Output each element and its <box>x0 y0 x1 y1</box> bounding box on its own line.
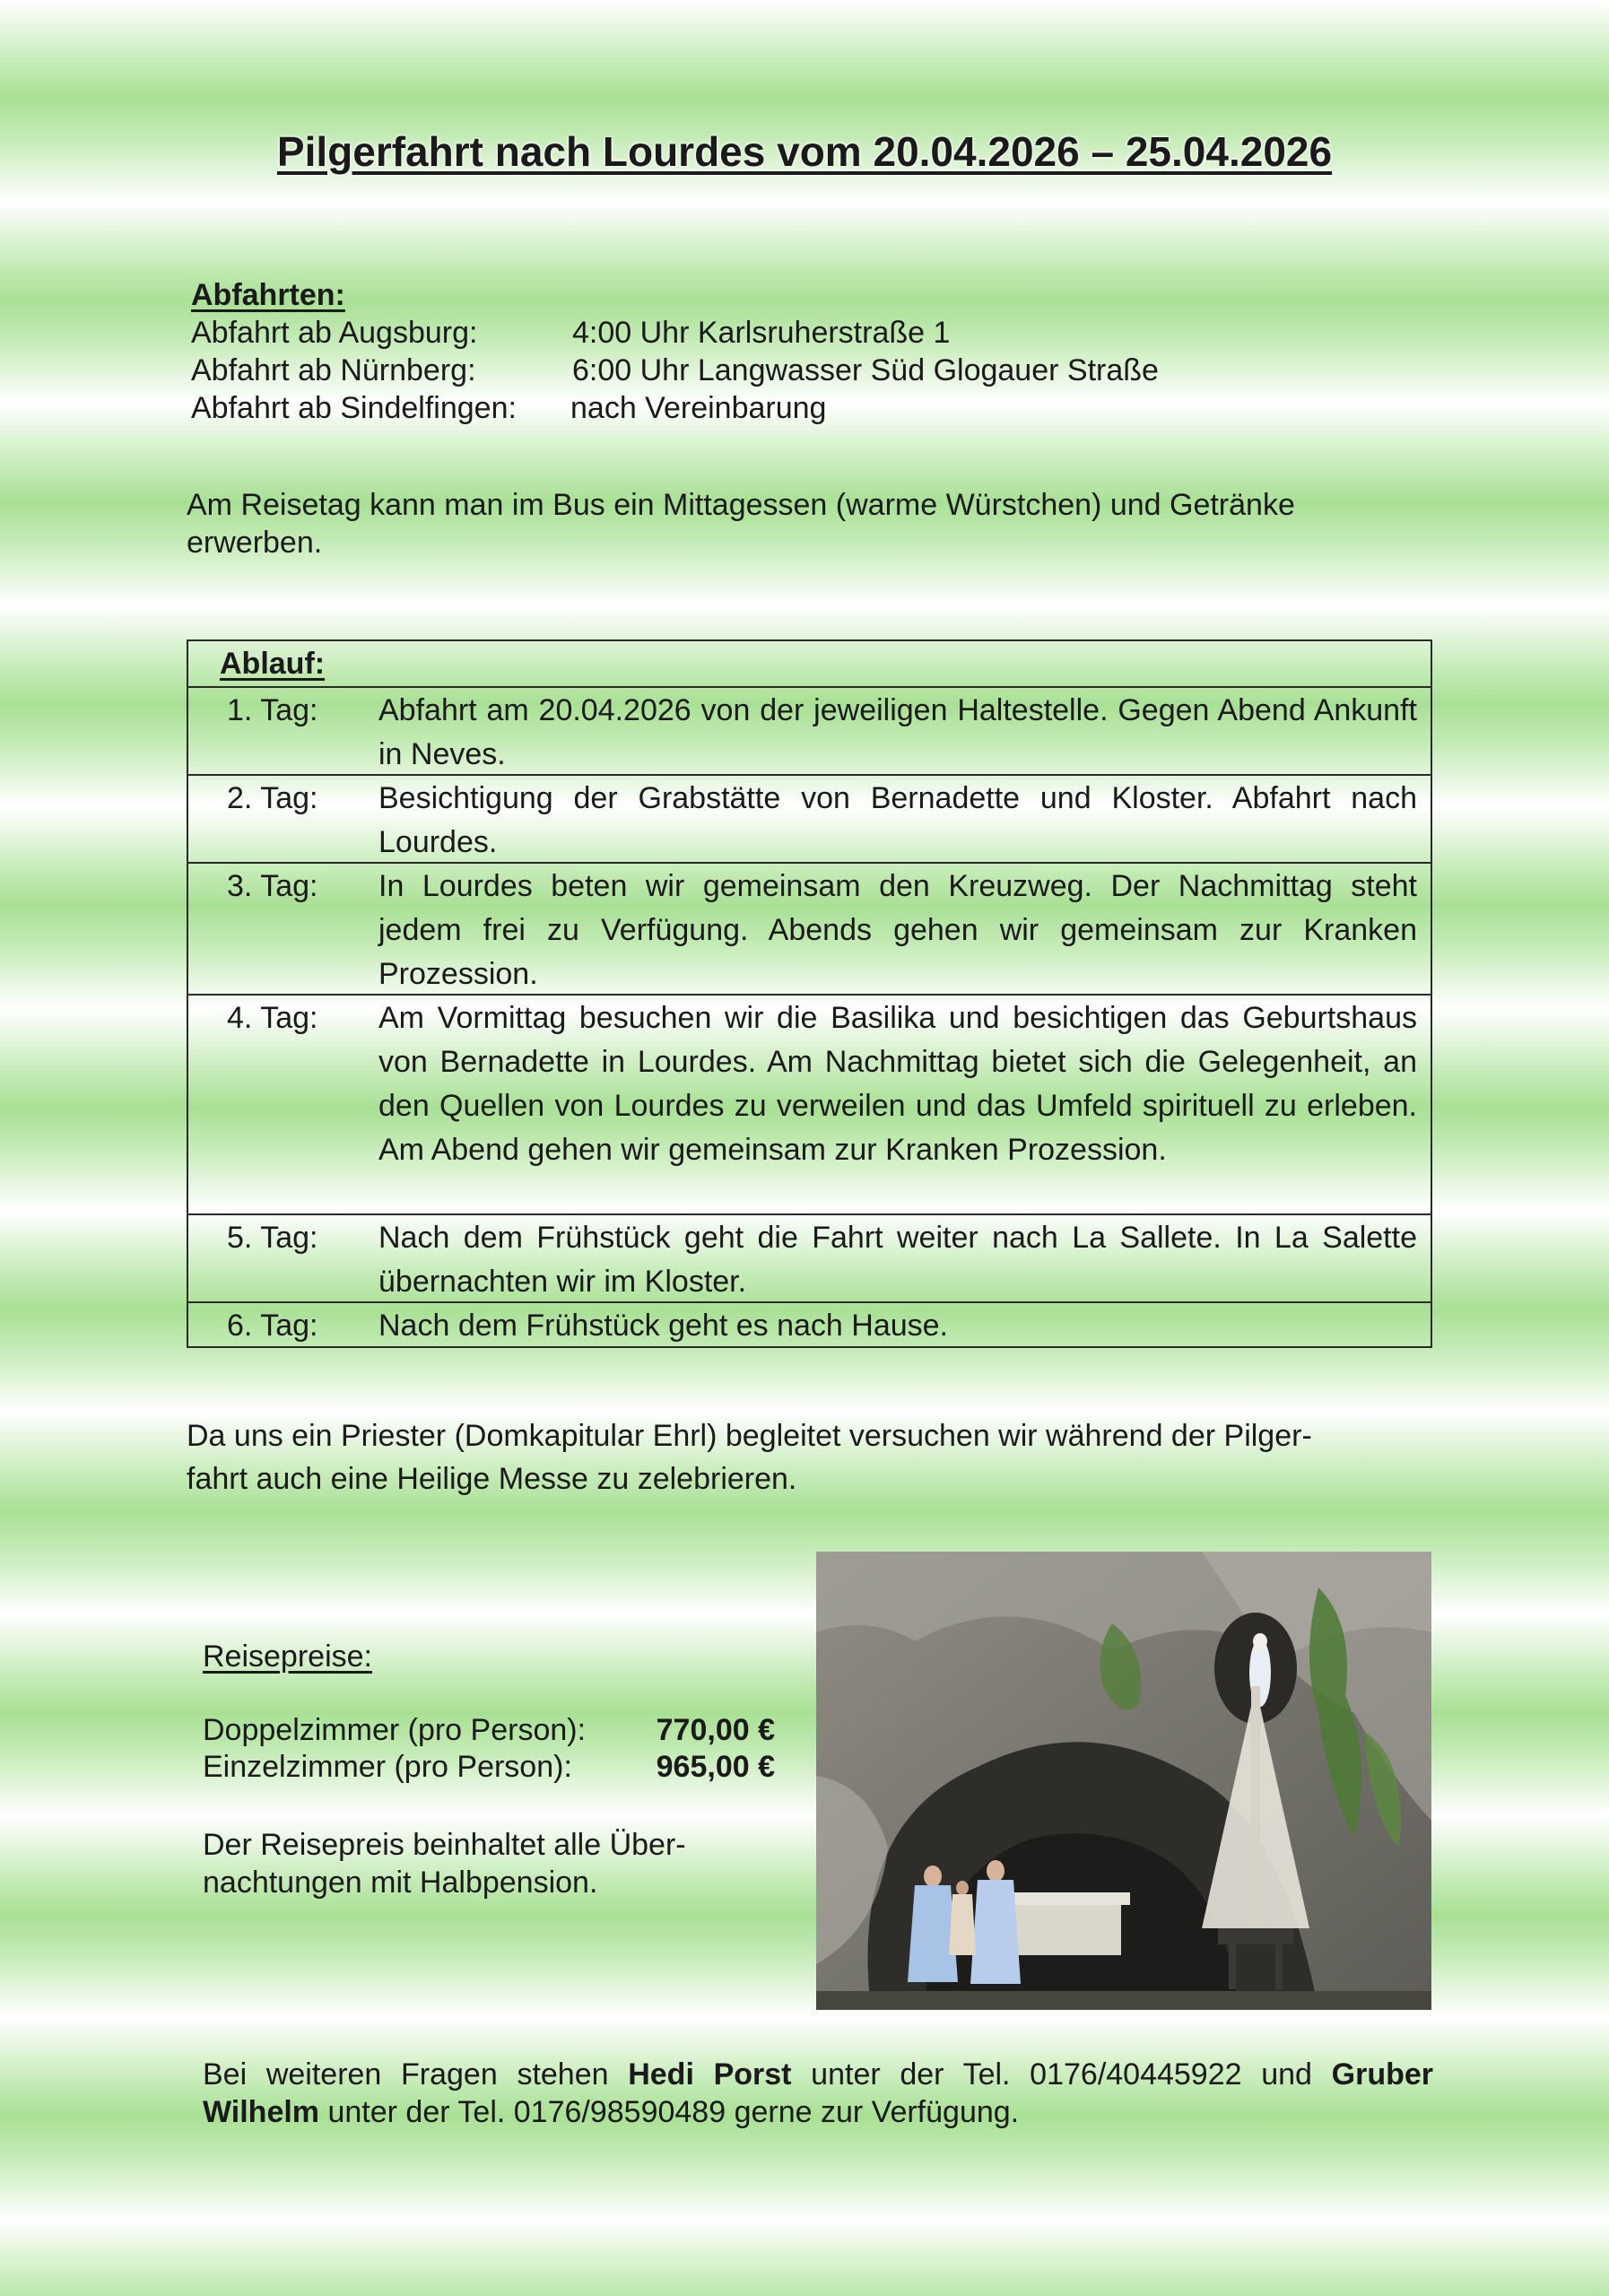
grotto-illustration <box>816 1552 1431 2010</box>
prices-section <box>203 1638 775 1785</box>
itinerary-day: 1. Tag: <box>227 693 318 727</box>
itinerary-text: In Lourdes beten wir gemeinsam den Kreuzweg. Der Nachmittag steht jedem frei zu Verfügung. Abends gehen wir gemeinsam zur Kranken Prozession. <box>378 869 1417 991</box>
contact-name: Hedi Porst <box>628 2057 792 2092</box>
contact-note <box>203 2056 1433 2131</box>
itinerary-day: 6. Tag: <box>227 1309 318 1343</box>
itinerary-text: Abfahrt am 20.04.2026 von der jeweiligen Haltestelle. Gegen Abend Ankunft in Neves. <box>378 693 1417 771</box>
departure-row <box>191 389 1159 427</box>
priest-note-line: fahrt auch eine Heilige Messe zu zelebrieren. <box>187 1462 797 1496</box>
price-value: 965,00 € <box>656 1750 775 1784</box>
itinerary-day: 3. Tag: <box>227 869 318 903</box>
itinerary-text: Nach dem Frühstück geht es nach Hause. <box>378 1309 948 1343</box>
itinerary-day: 5. Tag: <box>227 1221 318 1255</box>
itinerary-text: Nach dem Frühstück geht die Fahrt weiter nach La Sallete. In La Salette übernachten wir im Kloster. <box>378 1221 1417 1299</box>
price-label: Einzelzimmer (pro Person): <box>203 1750 572 1784</box>
price-label: Doppelzimmer (pro Person): <box>203 1713 587 1747</box>
departure-row <box>191 352 1159 389</box>
departure-location: Abfahrt ab Sindelfingen: <box>191 391 517 425</box>
itinerary-row <box>188 776 1431 864</box>
contact-text: unter der Tel. 0176/40445922 und <box>791 2057 1332 2092</box>
price-includes-line: Der Reisepreis beinhaltet alle Über- <box>203 1828 686 1862</box>
travel-day-note: Am Reisetag kann man im Bus ein Mittagessen (warme Würstchen) und Getränke erwerben. <box>187 488 1295 560</box>
contact-name: Gruber Wilhelm <box>203 2057 1433 2129</box>
contact-text: unter der Tel. 0176/98590489 gerne zur Verfügung. <box>319 2095 1020 2129</box>
itinerary-row <box>188 864 1431 996</box>
itinerary-text: Besichtigung der Grabstätte von Bernadette und Kloster. Abfahrt nach Lourdes. <box>378 781 1417 859</box>
itinerary-heading: Ablauf: <box>188 641 1431 688</box>
contact-text: Bei weiteren Fragen stehen <box>203 2057 629 2092</box>
departures-section <box>191 276 1159 427</box>
departure-row <box>191 314 1159 352</box>
itinerary-table <box>187 639 1432 1348</box>
itinerary-row <box>188 996 1431 1215</box>
itinerary-day: 2. Tag: <box>227 781 318 815</box>
departures-heading: Abfahrten: <box>191 278 345 312</box>
itinerary-row <box>188 1303 1431 1348</box>
itinerary-row <box>188 1215 1431 1303</box>
departure-detail: 6:00 Uhr Langwasser Süd Glogauer Straße <box>572 353 1159 387</box>
page-title: Pilgerfahrt nach Lourdes vom 20.04.2026 – 25.04.2026 <box>276 128 1333 175</box>
prices-heading: Reisepreise: <box>203 1639 372 1674</box>
departure-location: Abfahrt ab Nürnberg: <box>191 353 476 387</box>
price-value: 770,00 € <box>656 1713 775 1747</box>
price-includes-note <box>203 1826 777 1901</box>
departure-detail: 4:00 Uhr Karlsruherstraße 1 <box>572 316 951 350</box>
price-includes-line: nachtungen mit Halbpension. <box>203 1866 598 1900</box>
itinerary-day: 4. Tag: <box>227 1001 318 1035</box>
itinerary-row <box>188 688 1431 776</box>
priest-note <box>187 1414 1433 1500</box>
itinerary-text: Am Vormittag besuchen wir die Basilika und besichtigen das Geburtshaus von Bernadette in Lourdes. Am Nachmittag bietet sich die Gelegenheit, an den Quellen von Lourdes zu verweilen und das Umfeld spirituell zu erleben. Am Abend gehen wir gemeinsam zur Kranken Prozession. <box>378 1001 1417 1167</box>
priest-note-line: Da uns ein Priester (Domkapitular Ehrl) begleitet versuchen wir während der Pilger- <box>187 1419 1312 1453</box>
price-row <box>203 1748 775 1785</box>
departure-location: Abfahrt ab Augsburg: <box>191 316 478 350</box>
grotto-photo <box>816 1552 1431 2010</box>
price-row <box>203 1711 775 1748</box>
departure-detail: nach Vereinbarung <box>570 391 827 425</box>
